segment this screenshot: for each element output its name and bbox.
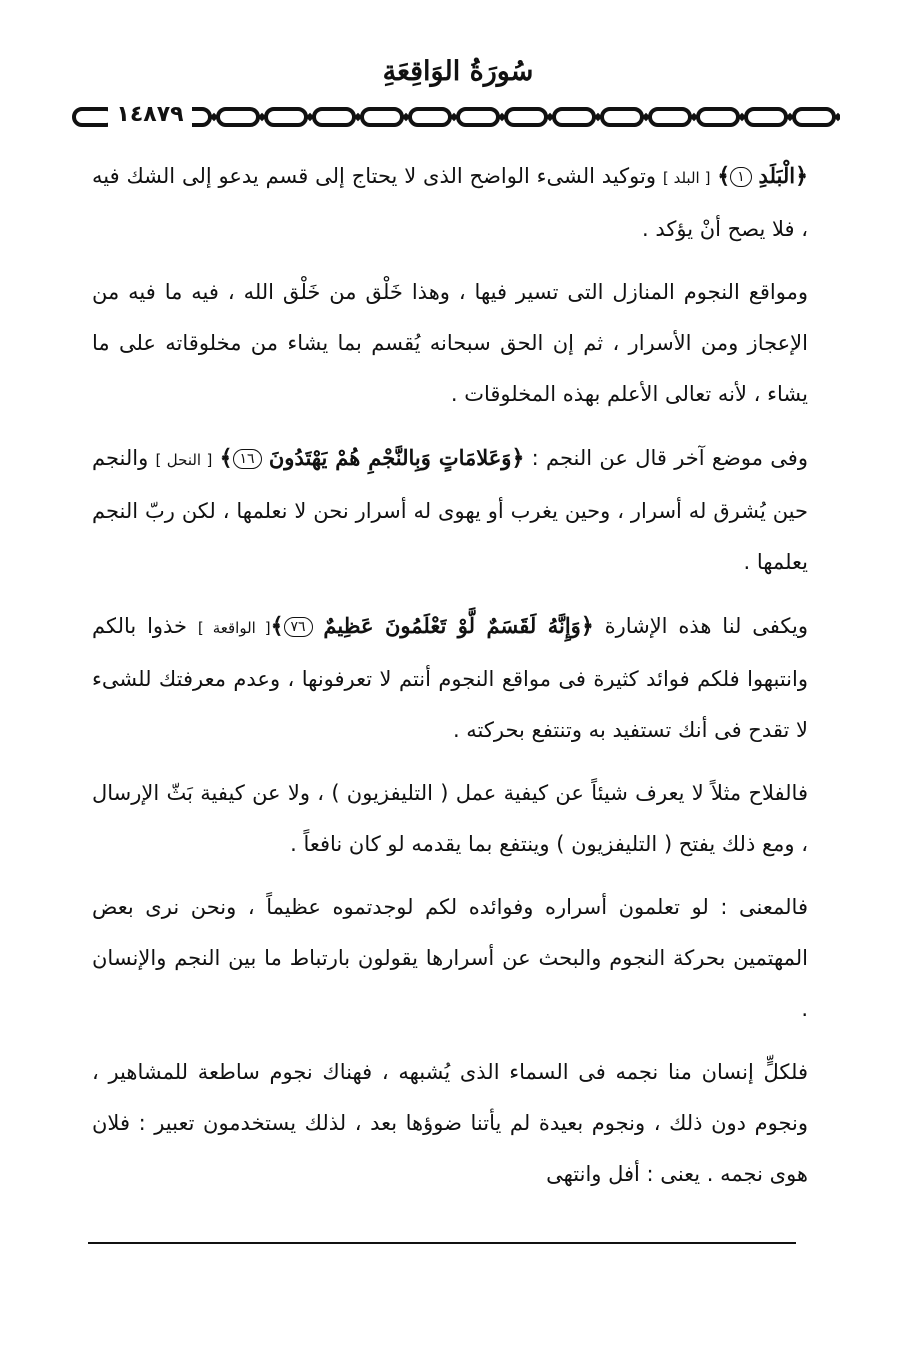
paragraph-text: ومواقع النجوم المنازل التى تسير فيها ، وهذا خَلْق من خَلْق الله ، فيه ما فيه من الإعجاز ومن الأسرار ، ثم إن الحق سبحانه يُقسم بما يشاء من مخلوقاته على ما يشاء ، لأنه تعالى الأعلم بهذه المخلوقات . <box>92 280 808 406</box>
open-quran-bracket: ﴿ <box>580 614 594 639</box>
footer-rule <box>88 1242 796 1244</box>
paragraph-4 <box>92 600 808 756</box>
quran-verse: وَعَلامَاتٍ وَبِالنَّجْمِ هُمْ يَهْتَدُونَ <box>268 445 512 470</box>
paragraph-text: فالمعنى : لو تعلمون أسراره وفوائده لكم لوجدتموه عظيماً ، ونحن نرى بعض المهتمين بحركة النجوم والبحث عن أسرارها يقولون بارتباط ما بين النجم والإنسان . <box>92 895 808 1021</box>
paragraph-text: فلكلٍّ إنسان منا نجمه فى السماء الذى يُشبهه ، فهناك نجوم ساطعة للمشاهير ، ونجوم دون ذلك ، ونجوم بعيدة لم يأتنا ضوؤها بعد ، لذلك يستخدمون تعبير : فلان هوى نجمه . يعنى : أفل وانتهى <box>92 1060 808 1186</box>
page-number: ١٤٨٧٩ <box>108 98 192 130</box>
paragraph-text: وتوكيد الشىء الواضح الذى لا يحتاج إلى قسم يدعو إلى الشك فيه ، فلا يصح أنْ يؤكد . <box>92 164 808 241</box>
paragraph-1 <box>92 150 808 255</box>
chain-link <box>794 109 834 125</box>
chain-link <box>458 109 498 125</box>
chain-link <box>506 109 546 125</box>
chain-link <box>266 109 306 125</box>
paragraph-6 <box>92 882 808 1035</box>
surah-reference: [ البلد ] <box>662 169 711 187</box>
chain-link <box>362 109 402 125</box>
verse-number-badge: ١ <box>730 167 752 187</box>
verse-number-badge: ٧٦ <box>284 617 313 637</box>
close-quran-bracket: ﴾ <box>717 164 731 189</box>
paragraph-7 <box>92 1047 808 1200</box>
paragraph-2 <box>92 267 808 420</box>
surah-reference: [ النحل ] <box>155 451 213 469</box>
chain-link <box>410 109 450 125</box>
close-quran-bracket: ﴾ <box>219 446 233 471</box>
open-quran-bracket: ﴿ <box>795 164 808 189</box>
paragraph-5 <box>92 768 808 870</box>
verse-number-badge: ١٦ <box>233 449 262 469</box>
chain-link <box>650 109 690 125</box>
chain-link <box>554 109 594 125</box>
close-quran-bracket: ﴾ <box>270 614 284 639</box>
chain-link <box>218 109 258 125</box>
chain-link <box>314 109 354 125</box>
paragraph-3 <box>92 432 808 588</box>
open-quran-bracket: ﴿ <box>511 446 525 471</box>
chain-link <box>746 109 786 125</box>
verse-word: الْبَلَدِ <box>758 163 796 188</box>
surah-reference: [ الواقعة ] <box>197 619 271 637</box>
surah-title: سُورَةُ الوَاقِعَةِ <box>382 56 534 87</box>
tafsir-body <box>92 150 808 1212</box>
paragraph-intro: ويكفى لنا هذه الإشارة <box>604 614 808 638</box>
paragraph-text: فالفلاح مثلاً لا يعرف شيئاً عن كيفية عمل ( التليفزيون ) ، ولا عن كيفية بَثّ الإرسال ، ومع ذلك يفتح ( التليفزيون ) وينتفع بما يقدمه لو كان نافعاً . <box>92 781 808 856</box>
quran-verse: وَإِنَّهُ لَقَسَمٌ لَّوْ تَعْلَمُونَ عَظِيمٌ <box>323 613 581 638</box>
chain-link <box>698 109 738 125</box>
paragraph-intro: وفى موضع آخر قال عن النجم : <box>531 446 808 470</box>
paragraph-text: خذوا بالكم وانتبهوا فلكم فوائد كثيرة فى مواقع النجوم أنتم لا تعرفونها ، وعدم معرفتك للشىء لا تقدح فى أنك تستفيد به وتنتفع بحركته . <box>92 614 808 742</box>
paragraph-text: والنجم حين يُشرق له أسرار ، وحين يغرب أو يهوى له أسرار نحن لا نعلمها ، لكن ربّ النجم يعلمها . <box>92 446 808 574</box>
chain-link <box>602 109 642 125</box>
